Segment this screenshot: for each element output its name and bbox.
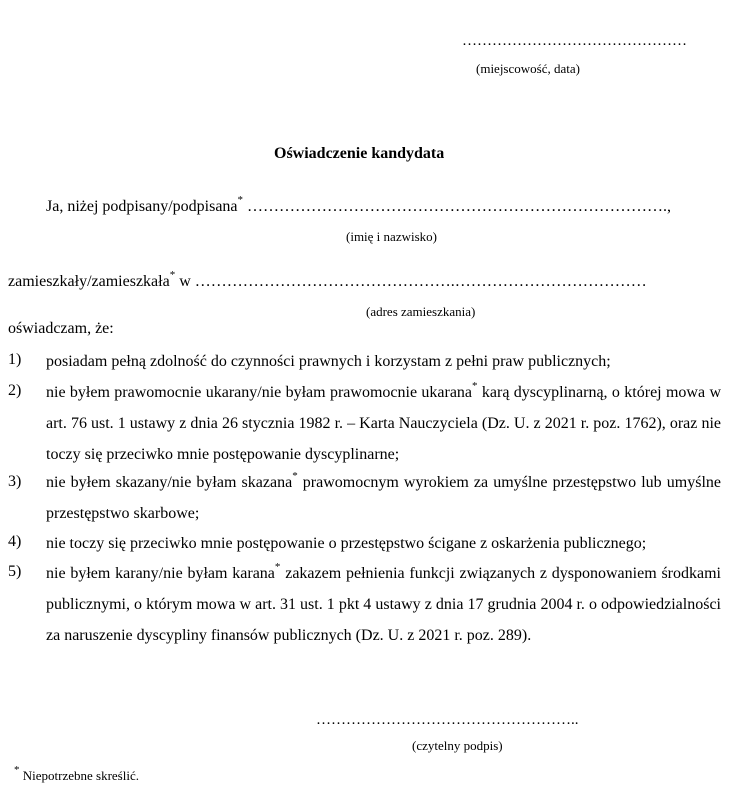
item-4-text: nie toczy się przeciwko mnie postępowanie o przestępstwo ścigane z oskarżenia publicznego; <box>46 535 647 552</box>
address-dots: ………………………………………….……………………………… <box>194 273 647 290</box>
declare-text: oświadczam, że: <box>8 320 114 337</box>
item-5-text-a: nie byłem karany/nie byłam karana <box>46 565 275 582</box>
name-dots: ……………………………………………………………………., <box>247 198 672 215</box>
item-3-text <box>46 467 721 529</box>
item-3-number: 3) <box>8 473 22 490</box>
item-3-text-a: nie byłem skazany/nie byłam skazana <box>46 474 293 491</box>
item-2-text <box>46 377 721 470</box>
name-line <box>46 193 672 216</box>
item-1-text: posiadam pełną zdolność do czynności prawnych i korzystam z pełni praw publicznych; <box>46 353 611 370</box>
item-2-text-b: karą dyscyplinarną, o której mowa w art. 76 ust. 1 ustawy z dnia 26 stycznia 1982 r. – Karta Nauczyciela (Dz. U. z 2021 r. poz. 1762), oraz nie toczy się przeciwko mnie postępowanie dyscyplinarne; <box>46 384 722 463</box>
place-date-dots: ……………………………………… <box>462 33 687 49</box>
item-2-text-a: nie byłem prawomocnie ukarany/nie byłam prawomocnie ukarana <box>46 384 473 401</box>
signature-caption: (czytelny podpis) <box>412 738 503 753</box>
item-1-number: 1) <box>8 351 22 368</box>
item-3-text-b: prawomocnym wyrokiem za umyślne przestępstwo lub umyślne przestępstwo skarbowe; <box>46 474 722 522</box>
footnote-text: Niepotrzebne skreślić. <box>19 768 139 783</box>
address-line <box>8 268 647 291</box>
place-date-caption: (miejscowość, data) <box>476 61 580 76</box>
address-caption: (adres zamieszkania) <box>366 304 476 319</box>
asterisk-mark: * <box>237 193 244 206</box>
address-w: w <box>179 273 191 290</box>
asterisk-mark: * <box>472 379 478 392</box>
item-5-text <box>46 558 721 651</box>
footnote <box>14 763 139 784</box>
signature-dots: …………………………………………….. <box>316 712 579 728</box>
name-line-prefix: Ja, niżej podpisany/podpisana <box>46 198 238 215</box>
address-line-prefix: zamieszkały/zamieszkała <box>8 273 170 290</box>
asterisk-mark: * <box>14 763 20 776</box>
item-5-text-b: zakazem pełnienia funkcji związanych z dysponowaniem środkami publicznymi, o którym mowa w art. 31 ust. 1 pkt 4 ustawy z dnia 17 grudnia 2004 r. o odpowiedzialności za naruszenie dyscypliny finansów publicznych (Dz. U. z 2021 r. poz. 289). <box>46 565 722 644</box>
item-4-number: 4) <box>8 533 22 550</box>
asterisk-mark: * <box>169 268 176 281</box>
item-2-number: 2) <box>8 382 22 399</box>
asterisk-mark: * <box>292 469 298 482</box>
item-5-number: 5) <box>8 563 22 580</box>
name-caption: (imię i nazwisko) <box>346 229 437 244</box>
document-title: Oświadczenie kandydata <box>274 145 445 162</box>
asterisk-mark: * <box>274 560 281 573</box>
